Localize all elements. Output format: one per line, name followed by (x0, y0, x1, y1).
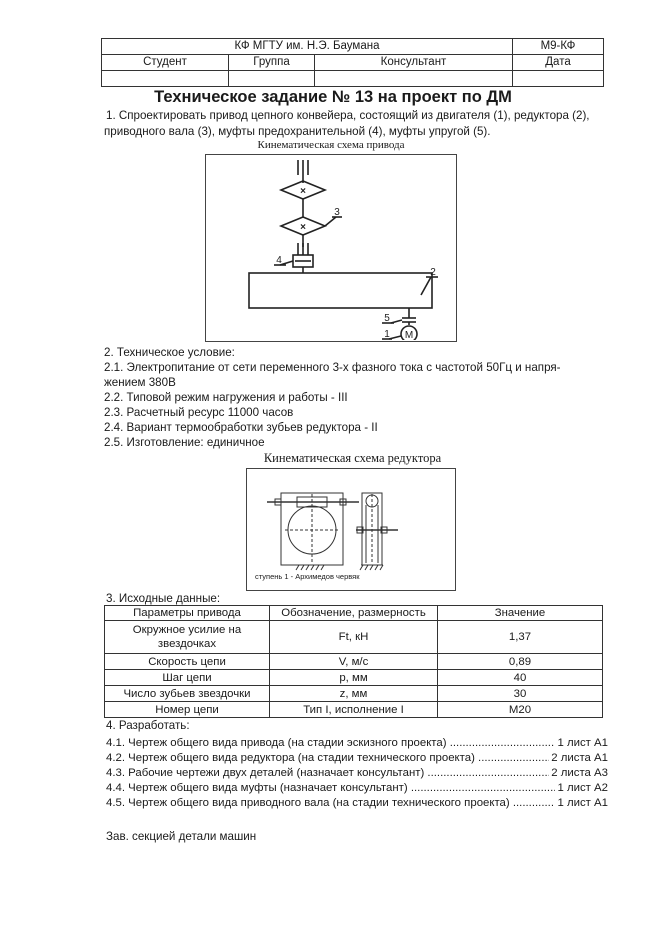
param-cell (105, 621, 270, 654)
col-group: Группа (229, 55, 315, 71)
section2-heading: 2. Техническое условие: (104, 346, 235, 359)
consultant-value (315, 71, 513, 87)
section2-item-2: 2.2. Типовой режим нагружения и работы - III (104, 391, 348, 404)
drive-scheme-frame (205, 154, 457, 342)
drive-kinematic-diagram (206, 155, 455, 340)
section1-line2: приводного вала (3), муфты предохранительной (4), муфты упругой (5). (104, 125, 491, 138)
table-row (105, 670, 603, 686)
deliverable-text: 4.2. Чертеж общего вида редуктора (на стадии технического проекта) ..... (106, 751, 549, 766)
param-line-1: Окружное усилие на (132, 624, 242, 636)
group-code: М9-КФ (513, 39, 604, 55)
table-row (105, 621, 603, 654)
table-row (105, 702, 603, 718)
param-cell: Число зубьев звездочки (105, 686, 270, 702)
col-header-param: Параметры привода (105, 606, 270, 621)
reducer-scheme-frame (246, 468, 456, 591)
col-consultant: Консультант (315, 55, 513, 71)
input-data-table (104, 605, 603, 718)
param-cell: Шаг цепи (105, 670, 270, 686)
deliverable-text: 4.5. Чертеж общего вида приводного вала (на стадии технического проекта) ..... (106, 796, 555, 811)
param-line-2: звездочках (157, 638, 217, 650)
sprocket-mark-1: × (300, 186, 306, 197)
label-motor-1: 1 (384, 329, 390, 340)
section2-item-5: 2.5. Изготовление: единичное (104, 436, 265, 449)
param-cell: Номер цепи (105, 702, 270, 718)
table-row (105, 686, 603, 702)
label-reducer-2: 2 (430, 267, 436, 278)
value-cell: 1,37 (438, 621, 603, 654)
date-value (513, 71, 604, 87)
section4-heading: 4. Разработать: (106, 719, 190, 732)
section2-item-1: 2.1. Электропитание от сети переменного 3-х фазного тока с частотой 50Гц и напря- (104, 361, 561, 374)
col-header-value: Значение (438, 606, 603, 621)
student-value (102, 71, 229, 87)
deliverable-qty: 1 лист А1 (557, 797, 608, 809)
symbol-cell: p, мм (270, 670, 438, 686)
label-shaft-3: 3 (334, 207, 340, 218)
page-title: Техническое задание № 13 на проект по ДМ (154, 88, 512, 106)
table-row (105, 654, 603, 670)
symbol-cell: z, мм (270, 686, 438, 702)
reducer-kinematic-diagram (247, 469, 454, 589)
label-coupling-5: 5 (384, 313, 390, 324)
deliverable-text: 4.4. Чертеж общего вида муфты (назначает консультант) ..... (106, 781, 555, 796)
motor-symbol: M (404, 330, 414, 340)
symbol-cell: Ft, кН (270, 621, 438, 654)
deliverable-item (106, 781, 608, 796)
col-header-symbol: Обозначение, размерность (270, 606, 438, 621)
deliverable-item (106, 796, 608, 811)
label-coupling-4: 4 (276, 255, 282, 266)
value-cell: 0,89 (438, 654, 603, 670)
deliverable-item (106, 736, 608, 751)
deliverable-item (106, 766, 608, 781)
col-student: Студент (102, 55, 229, 71)
deliverable-qty: 1 лист А1 (557, 737, 608, 749)
value-cell: 40 (438, 670, 603, 686)
deliverable-qty: 2 листа А1 (551, 752, 608, 764)
deliverable-text: 4.1. Чертеж общего вида привода (на стадии эскизного проекта) ..... (106, 736, 555, 751)
section2-item-1-cont: жением 380В (104, 376, 176, 389)
col-date: Дата (513, 55, 604, 71)
section2-item-4: 2.4. Вариант термообработки зубьев редуктора - II (104, 421, 378, 434)
symbol-cell: V, м/с (270, 654, 438, 670)
value-cell: 30 (438, 686, 603, 702)
section3-heading: 3. Исходные данные: (106, 592, 221, 605)
reducer-scheme-caption: Кинематическая схема редуктора (263, 451, 442, 465)
symbol-cell: Тип I, исполнение I (270, 702, 438, 718)
signature-label: Зав. секцией детали машин (106, 830, 257, 843)
reducer-stage-note: ступень 1 - Архимедов червяк (255, 572, 360, 581)
sprocket-mark-2: × (300, 222, 306, 233)
param-cell: Скорость цепи (105, 654, 270, 670)
deliverable-text: 4.3. Рабочие чертежи двух деталей (назначает консультант) ..... (106, 766, 549, 781)
section2-item-3: 2.3. Расчетный ресурс 11000 часов (104, 406, 294, 419)
drive-scheme-caption: Кинематическая схема привода (257, 139, 405, 151)
deliverable-qty: 1 лист А2 (557, 782, 608, 794)
deliverable-item (106, 751, 608, 766)
section1-line1: 1. Спроектировать привод цепного конвейера, состоящий из двигателя (1), редуктора (2), (106, 109, 590, 122)
deliverable-qty: 2 листа А3 (551, 767, 608, 779)
institution-name: КФ МГТУ им. Н.Э. Баумана (102, 39, 513, 55)
group-value (229, 71, 315, 87)
value-cell: M20 (438, 702, 603, 718)
header-table (101, 38, 604, 87)
